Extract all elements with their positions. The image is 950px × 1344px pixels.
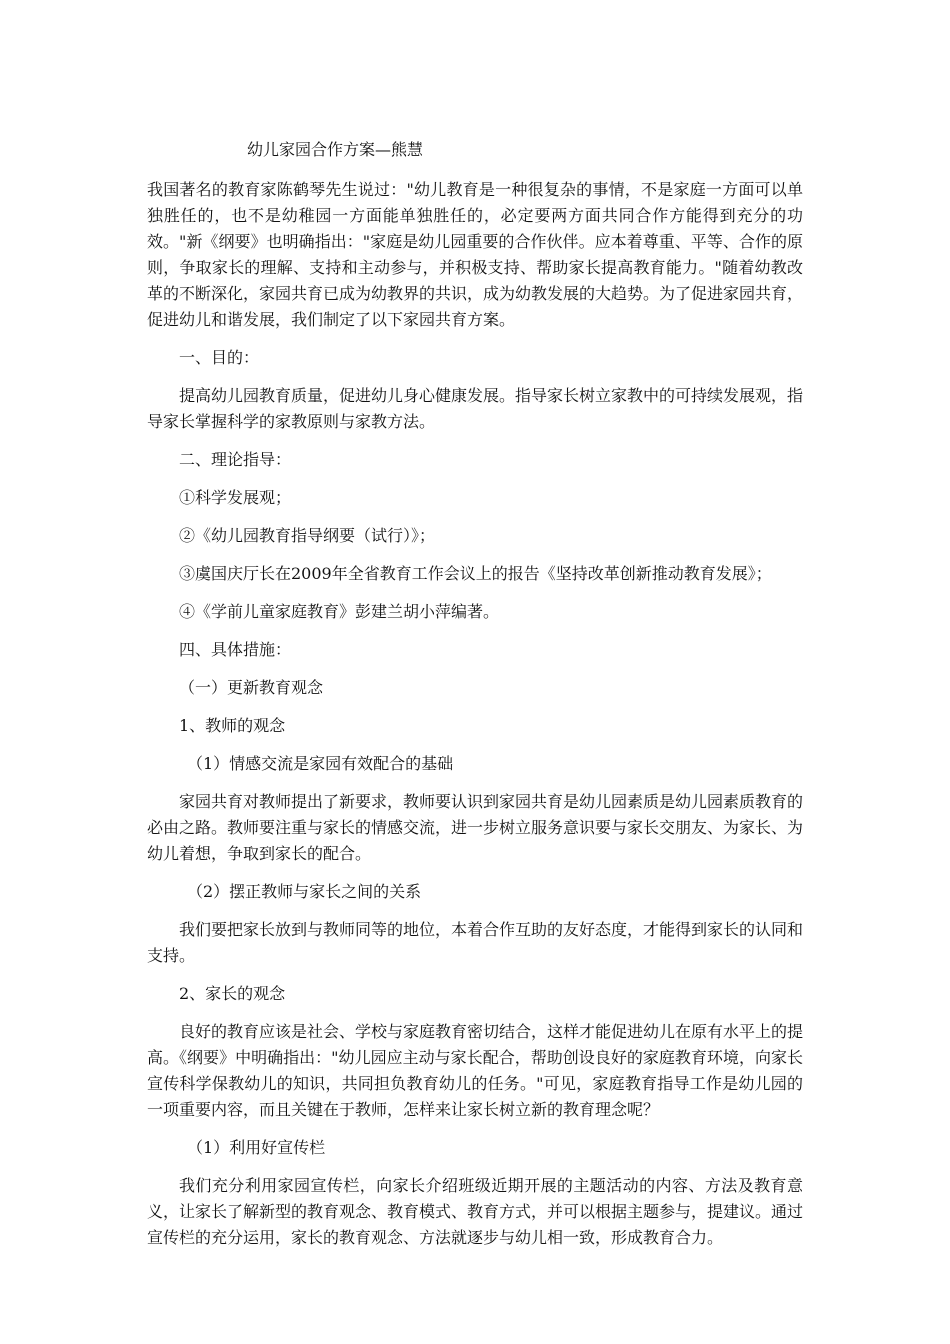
heading-parent-concept: 2、家长的观念: [179, 984, 286, 1003]
section-heading-theory: 二、理论指导：: [179, 450, 292, 469]
heading-emotional-communication: （1）情感交流是家园有效配合的基础: [187, 754, 454, 773]
section-heading-measures: 四、具体措施：: [179, 640, 292, 659]
section-heading-purpose: 一、目的：: [179, 348, 260, 367]
relationship-paragraph: 我们要把家长放到与教师同等的地位，本着合作互助的友好态度，才能得到家长的认同和支持。: [147, 920, 804, 965]
theory-item-1: ①科学发展观；: [179, 488, 292, 507]
heading-teacher-parent-relationship: （2）摆正教师与家长之间的关系: [187, 882, 422, 901]
parent-concept-paragraph: 良好的教育应该是社会、学校与家庭教育密切结合，这样才能促进幼儿在原有水平上的提高。《纲要》中明确指出："幼儿园应主动与家长配合，帮助创设良好的家庭教育环境，向家长宣传科学保教幼儿的知识，共同担负教育幼儿的任务。"可见，家庭教育指导工作是幼儿园的一项重要内容，而且关键在于教师，怎样来让家长树立新的教育理念呢？: [147, 1022, 804, 1119]
theory-item-2: ②《幼儿园教育指导纲要（试行）》；: [179, 526, 436, 545]
bulletin-board-paragraph: 我们充分利用家园宣传栏，向家长介绍班级近期开展的主题活动的内容、方法及教育意义，让家长了解新型的教育观念、教育模式、教育方式，并可以根据主题参与，提建议。通过宣传栏的充分运用，家长的教育观念、方法就逐步与幼儿相一致，形成教育合力。: [147, 1176, 804, 1247]
heading-teacher-concept: 1、教师的观念: [179, 716, 286, 735]
emotional-communication-paragraph: 家园共育对教师提出了新要求，教师要认识到家园共育是幼儿园素质是幼儿园素质教育的必由之路。教师要注重与家长的情感交流，进一步树立服务意识要与家长交朋友、为家长、为幼儿着想，争取到家长的配合。: [147, 792, 804, 863]
purpose-paragraph: 提高幼儿园教育质量，促进幼儿身心健康发展。指导家长树立家教中的可持续发展观，指导家长掌握科学的家教原则与家教方法。: [147, 386, 804, 431]
theory-item-4: ④《学前儿童家庭教育》彭建兰胡小萍编著。: [179, 602, 500, 621]
theory-item-3: ③虞国庆厅长在2009年全省教育工作会议上的报告《坚持改革创新推动教育发展》；: [179, 564, 772, 583]
document-title: 幼儿家园合作方案—熊慧: [247, 140, 424, 159]
heading-bulletin-board: （1）利用好宣传栏: [187, 1138, 326, 1157]
subsection-heading-concepts: （一）更新教育观念: [179, 678, 324, 697]
intro-paragraph: 我国著名的教育家陈鹤琴先生说过："幼儿教育是一种很复杂的事情，不是家庭一方面可以单独胜任的，也不是幼稚园一方面能单独胜任的，必定要两方面共同合作方能得到充分的功效。"新《纲要》也明确指出："家庭是幼儿园重要的合作伙伴。应本着尊重、平等、合作的原则，争取家长的理解、支持和主动参与，并积极支持、帮助家长提高教育能力。"随着幼教改革的不断深化，家园共育已成为幼教界的共识，成为幼教发展的大趋势。为了促进家园共育，促进幼儿和谐发展，我们制定了以下家园共育方案。: [147, 180, 804, 329]
